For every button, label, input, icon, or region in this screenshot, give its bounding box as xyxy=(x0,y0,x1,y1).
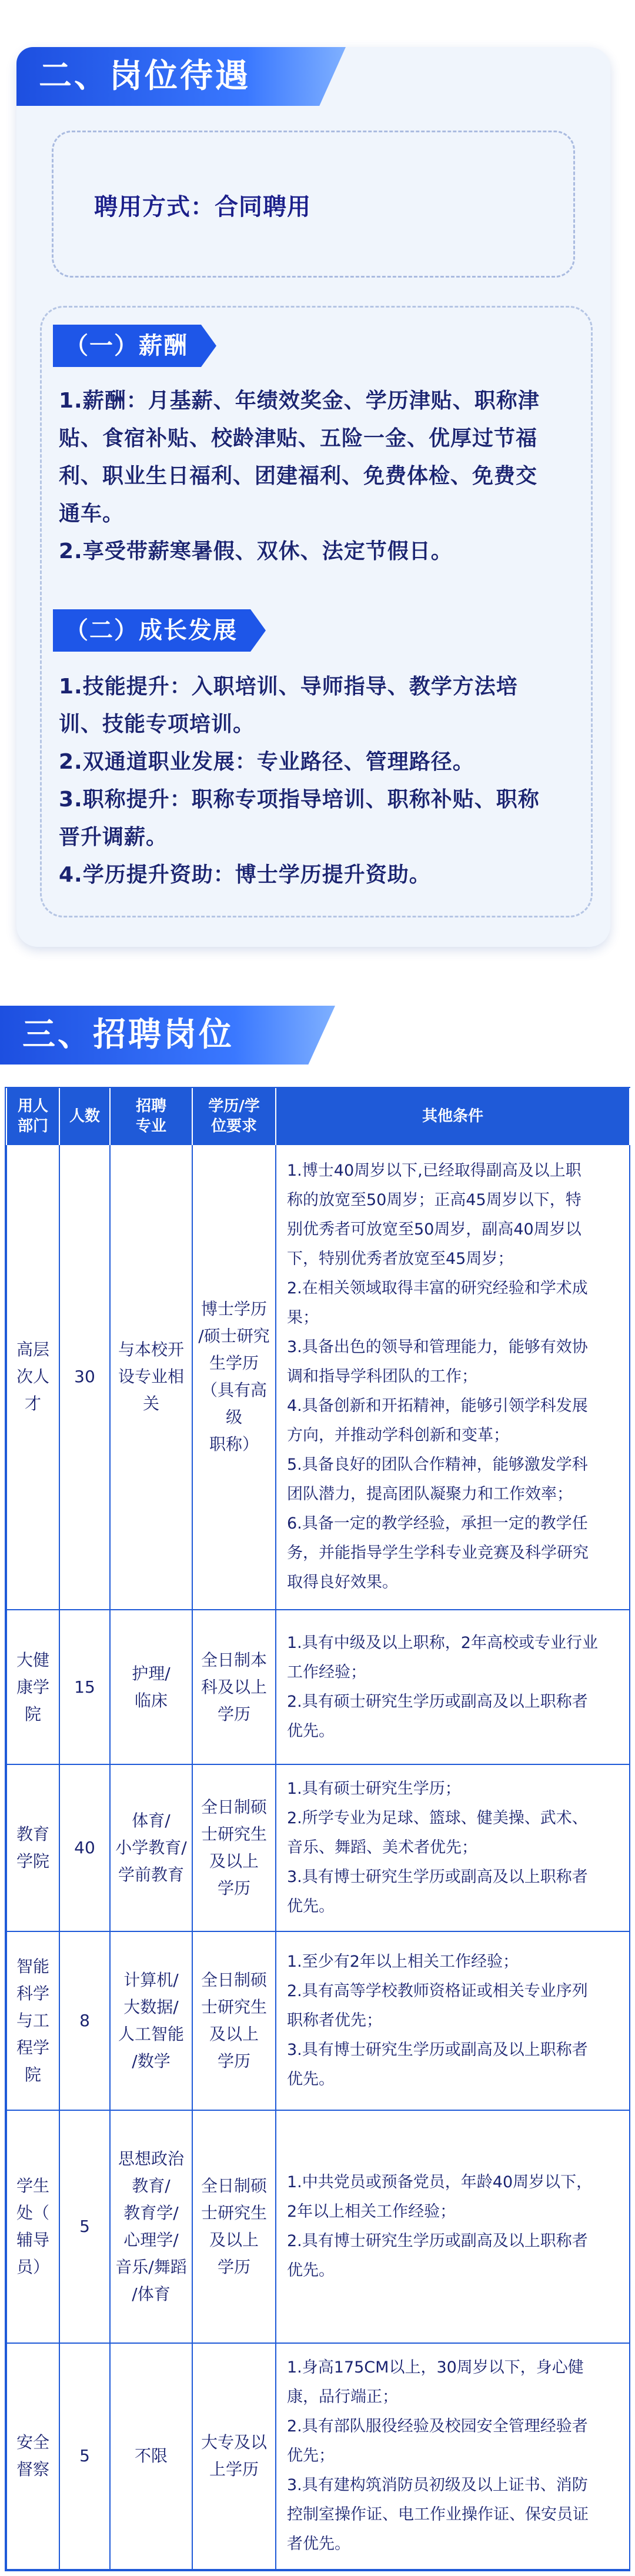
cell-count: 15 xyxy=(59,1610,110,1765)
cell-education-line: 学历 xyxy=(217,2257,250,2277)
table-row xyxy=(6,1931,630,2110)
cell-conditions-line: 方向，并推动学科创新和变革； xyxy=(287,1426,509,1445)
cell-conditions-line: 6.具备一定的教学经验，承担一定的教学任 xyxy=(287,1514,588,1533)
cell-education-line: 学历 xyxy=(217,1878,250,1898)
cell-conditions-line: 职称者优先； xyxy=(287,2011,382,2030)
cell-dept xyxy=(6,2110,59,2343)
cell-count: 40 xyxy=(59,1764,110,1931)
cell-conditions-line: 2.具有硕士研究生学历或副高及以上职称者 xyxy=(287,1692,588,1711)
cell-major xyxy=(110,1610,192,1765)
cell-conditions-line: 2.在相关领域取得丰富的研究经验和学术成 xyxy=(287,1279,588,1298)
cell-conditions-line: 优先； xyxy=(287,2447,335,2465)
cell-dept xyxy=(6,1144,59,1610)
cell-education-line: 及以上 xyxy=(209,1851,259,1871)
cell-conditions-line: 果； xyxy=(287,1309,319,1327)
cell-conditions-line: 康，品行端正； xyxy=(287,2388,398,2407)
cell-major-line: 心理学/ xyxy=(123,2230,179,2250)
cell-dept-line: 程学 xyxy=(16,2038,49,2058)
cell-conditions xyxy=(276,2343,630,2570)
cell-conditions-line: 调和指导学科团队的工作； xyxy=(287,1367,477,1386)
cell-major-line: 临床 xyxy=(134,1690,168,1710)
growth-line: 1.技能提升：入职培训、导师指导、教学方法培 xyxy=(59,675,518,699)
salary-line: 贴、食宿补贴、校龄津贴、五险一金、优厚过节福 xyxy=(59,426,538,451)
employment-method: 聘用方式：合同聘用 xyxy=(94,193,311,221)
cell-count: 30 xyxy=(59,1144,110,1610)
cell-conditions-line: 3.具有博士研究生学历或副高及以上职称者 xyxy=(287,2041,588,2060)
cell-major-line: 思想政治 xyxy=(118,2149,184,2169)
cell-conditions-line: 1.身高175CM以上，30周岁以下，身心健 xyxy=(287,2358,584,2377)
cell-dept-line: 高层 xyxy=(16,1340,49,1360)
cell-education xyxy=(192,2343,276,2570)
cell-conditions-line: 工作经验； xyxy=(287,1663,366,1681)
salary-text xyxy=(59,382,576,570)
cell-dept-line: 辅导 xyxy=(16,2230,49,2250)
cell-dept xyxy=(6,2343,59,2570)
cell-major-line: 人工智能 xyxy=(118,2024,184,2044)
growth-line: 3.职称提升：职称专项指导培训、职称补贴、职称 xyxy=(59,788,540,812)
header-count: 人数 xyxy=(59,1088,110,1144)
cell-education-line: 上学历 xyxy=(209,2460,259,2480)
cell-education-line: （具有高级 xyxy=(200,1380,267,1427)
cell-education-line: 士研究生 xyxy=(200,2203,267,2223)
growth-line: 训、技能专项培训。 xyxy=(59,712,255,736)
benefits-banner xyxy=(16,47,346,106)
cell-education-line: 及以上 xyxy=(209,2230,259,2250)
cell-education-line: 大专及以 xyxy=(200,2432,267,2452)
salary-line: 利、职业生日福利、团建福利、免费体检、免费交 xyxy=(59,464,538,488)
cell-education-line: 全日制硕 xyxy=(200,2176,267,2196)
cell-conditions-line: 2.具有高等学校教师资格证或相关专业序列 xyxy=(287,1982,588,2001)
cell-education-line: 学历 xyxy=(217,2051,250,2071)
growth-line: 晋升调薪。 xyxy=(59,825,168,849)
cell-conditions-line: 者优先。 xyxy=(287,2535,350,2554)
table-row xyxy=(6,2343,630,2570)
cell-dept-line: 安全 xyxy=(16,2432,49,2452)
cell-major-line: 教育/ xyxy=(132,2176,171,2196)
cell-education-line: 职称） xyxy=(209,1434,259,1454)
cell-conditions xyxy=(276,1931,630,2110)
cell-dept xyxy=(6,1610,59,1765)
cell-dept-line: 教育 xyxy=(16,1824,49,1844)
cell-dept-line: 智能 xyxy=(16,1957,49,1977)
salary-line: 1.薪酬：月基薪、年绩效奖金、学历津贴、职称津 xyxy=(59,389,540,413)
cell-major-line: 计算机/ xyxy=(123,1970,179,1990)
cell-conditions-line: 优先。 xyxy=(287,2070,335,2089)
cell-major-line: 关 xyxy=(142,1394,159,1414)
cell-major xyxy=(110,1144,192,1610)
cell-dept-line: 才 xyxy=(24,1394,41,1414)
cell-dept-line: 康学 xyxy=(16,1677,49,1697)
cell-education-line: 博士学历 xyxy=(200,1299,267,1319)
cell-education-line: 生学历 xyxy=(209,1353,259,1373)
cell-education xyxy=(192,1610,276,1765)
positions-heading: 三、招聘岗位 xyxy=(22,1016,234,1054)
cell-conditions-line: 优先。 xyxy=(287,2261,335,2280)
cell-conditions-line: 2.具有博士研究生学历或副高及以上职称者 xyxy=(287,2232,588,2251)
cell-dept-line: 科学 xyxy=(16,1984,49,2004)
cell-dept-line: 处（ xyxy=(16,2203,49,2223)
growth-tag: （二）成长发展 xyxy=(53,609,250,652)
salary-line: 通车。 xyxy=(59,502,125,526)
cell-count: 5 xyxy=(59,2110,110,2343)
growth-line: 2.双通道职业发展：专业路径、管理路径。 xyxy=(59,750,474,774)
cell-major-line: 小学教育/ xyxy=(115,1838,187,1858)
cell-conditions-line: 团队潜力，提高团队凝聚力和工作效率； xyxy=(287,1485,573,1504)
cell-conditions-line: 优先。 xyxy=(287,1897,335,1916)
cell-count: 8 xyxy=(59,1931,110,2110)
cell-conditions-line: 5.具备良好的团队合作精神，能够激发学科 xyxy=(287,1456,588,1474)
cell-education-line: 全日制硕 xyxy=(200,1797,267,1817)
cell-conditions xyxy=(276,1764,630,1931)
cell-conditions-line: 1.中共党员或预备党员，年龄40周岁以下， xyxy=(287,2173,593,2192)
cell-education-line: 科及以上 xyxy=(200,1677,267,1697)
growth-line: 4.学历提升资助：博士学历提升资助。 xyxy=(59,863,431,887)
growth-text xyxy=(59,668,576,894)
cell-major xyxy=(110,1931,192,2110)
cell-education-line: 士研究生 xyxy=(200,1997,267,2017)
cell-conditions-line: 2.具有部队服役经验及校园安全管理经验者 xyxy=(287,2417,588,2436)
cell-major-line: /体育 xyxy=(132,2284,171,2304)
cell-conditions-line: 别优秀者可放宽至50周岁，副高40周岁以 xyxy=(287,1220,581,1239)
header-dept: 用人 部门 xyxy=(6,1088,59,1144)
cell-education xyxy=(192,2110,276,2343)
salary-line: 2.享受带薪寒暑假、双休、法定节假日。 xyxy=(59,539,453,563)
cell-education-line: 及以上 xyxy=(209,2024,259,2044)
cell-conditions xyxy=(276,1610,630,1765)
cell-major-line: 不限 xyxy=(134,2446,168,2466)
cell-conditions-line: 1.至少有2年以上相关工作经验； xyxy=(287,1953,519,1971)
table-row xyxy=(6,1144,630,1610)
cell-major-line: 音乐/舞蹈 xyxy=(115,2257,187,2277)
cell-conditions-line: 取得良好效果。 xyxy=(287,1573,398,1592)
cell-education-line: 全日制本 xyxy=(200,1650,267,1670)
cell-major-line: 体育/ xyxy=(132,1811,171,1831)
cell-major-line: 教育学/ xyxy=(123,2203,179,2223)
cell-conditions-line: 务，并能指导学生学科专业竞赛及科学研究 xyxy=(287,1544,589,1563)
cell-major-line: 与本校开 xyxy=(118,1340,184,1360)
cell-dept-line: 与工 xyxy=(16,2011,49,2031)
cell-conditions-line: 1.博士40周岁以下,已经取得副高及以上职 xyxy=(287,1162,581,1180)
cell-education xyxy=(192,1144,276,1610)
table-row xyxy=(6,1610,630,1765)
cell-major-line: 设专业相 xyxy=(118,1367,184,1387)
cell-count: 5 xyxy=(59,2343,110,2570)
cell-education xyxy=(192,1931,276,2110)
cell-conditions-line: 3.具备出色的领导和管理能力，能够有效协 xyxy=(287,1338,588,1357)
positions-table xyxy=(5,1087,630,2571)
cell-conditions-line: 称的放宽至50周岁；正高45周岁以下，特 xyxy=(287,1191,581,1210)
cell-education-line: 士研究生 xyxy=(200,1824,267,1844)
cell-major-line: 护理/ xyxy=(132,1663,171,1683)
cell-conditions-line: 2年以上相关工作经验； xyxy=(287,2203,456,2221)
cell-major-line: /数学 xyxy=(132,2051,171,2071)
cell-conditions-line: 1.具有中级及以上职称，2年高校或专业行业 xyxy=(287,1633,598,1652)
cell-conditions-line: 控制室操作证、电工作业操作证、保安员证 xyxy=(287,2505,589,2524)
cell-conditions-line: 优先。 xyxy=(287,1721,335,1740)
cell-major-line: 学前教育 xyxy=(118,1865,184,1885)
cell-conditions-line: 4.具备创新和开拓精神，能够引领学科发展 xyxy=(287,1397,588,1416)
cell-dept-line: 次人 xyxy=(16,1367,49,1387)
cell-major xyxy=(110,1764,192,1931)
header-conditions: 其他条件 xyxy=(276,1088,630,1144)
cell-conditions-line: 1.具有硕士研究生学历； xyxy=(287,1780,461,1798)
table-row xyxy=(6,2110,630,2343)
cell-conditions-line: 音乐、舞蹈、美术者优先； xyxy=(287,1838,477,1857)
cell-education-line: 全日制硕 xyxy=(200,1970,267,1990)
cell-dept xyxy=(6,1764,59,1931)
table-row xyxy=(6,1764,630,1931)
cell-dept-line: 员） xyxy=(16,2257,49,2277)
cell-education-line: 学历 xyxy=(217,1704,250,1724)
cell-dept-line: 院 xyxy=(24,1704,41,1724)
cell-dept-line: 督察 xyxy=(16,2460,49,2480)
cell-dept-line: 大健 xyxy=(16,1650,49,1670)
cell-conditions-line: 3.具有建构筑消防员初级及以上证书、消防 xyxy=(287,2476,588,2495)
header-education: 学历/学 位要求 xyxy=(192,1088,276,1144)
cell-dept-line: 院 xyxy=(24,2065,41,2085)
cell-major-line: 大数据/ xyxy=(123,1997,179,2017)
table-header-row xyxy=(6,1088,630,1144)
cell-dept xyxy=(6,1931,59,2110)
salary-tag: （一）薪酬 xyxy=(53,325,201,367)
cell-dept-line: 学生 xyxy=(16,2176,49,2196)
cell-major xyxy=(110,2343,192,2570)
positions-banner xyxy=(0,1006,335,1065)
cell-dept-line: 学院 xyxy=(16,1851,49,1871)
cell-conditions-line: 3.具有博士研究生学历或副高及以上职称者 xyxy=(287,1868,588,1887)
header-major: 招聘 专业 xyxy=(110,1088,192,1144)
cell-education xyxy=(192,1764,276,1931)
cell-education-line: /硕士研究 xyxy=(198,1326,270,1346)
cell-conditions xyxy=(276,1144,630,1610)
cell-conditions xyxy=(276,2110,630,2343)
cell-conditions-line: 下，特别优秀者放宽至45周岁； xyxy=(287,1250,514,1269)
cell-major xyxy=(110,2110,192,2343)
benefits-heading: 二、岗位待遇 xyxy=(39,57,250,95)
cell-conditions-line: 2.所学专业为足球、篮球、健美操、武术、 xyxy=(287,1809,588,1828)
